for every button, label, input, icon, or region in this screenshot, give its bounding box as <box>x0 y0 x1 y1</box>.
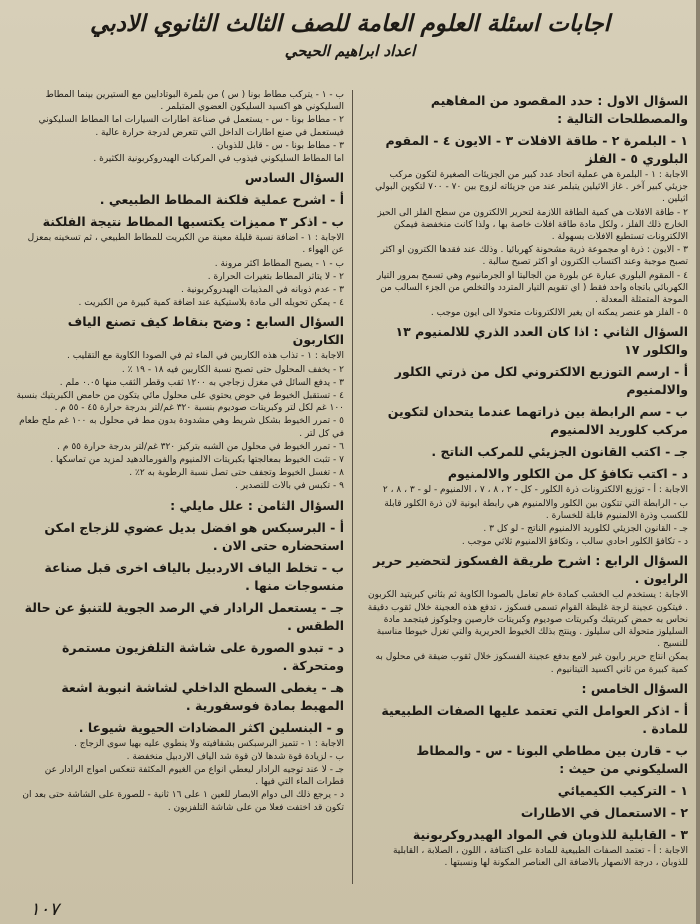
question-text: السؤال الرابع : اشرح طريقة الفسكوز لتحضير حرير الرايون . <box>373 553 688 587</box>
answer-text: ٣ - مطاط بونا - س - قابل للذوبان . <box>211 140 344 151</box>
question-text: د - اكتب تكافؤ كل من الكلور والالمنيوم <box>447 466 688 482</box>
answer-text: الاجابة : ١ - اضافة نسبة قليلة معينة من الكبريت للمطاط الطبيعي ، ثم تسخينه بمعزل عن الهواء . <box>27 233 344 256</box>
answer-text: ب - ١ - يتركب مطاط بونا ( س ) من بلمرة البوتادايين مع الستيرين بينما المطاط السليكوني هو اكسيد السليكون العضوي المتبلمر . <box>45 90 344 113</box>
question-text: أ - البرسبكس هو افضل بديل عضوي للزجاج امكن استحضاره حتى الان . <box>44 519 344 553</box>
answer-text: جـ - لا عند توجيه الرادار ليعطي انواع من الغيوم المكثفة تنعكس امواج الرادار عن قطرات الماء التي فيها . <box>44 765 344 788</box>
question-text: ١ - البلمرة ٢ - طاقة الافلات ٣ - الايون ٤ - المقوم البلوري ٥ - الفلز <box>385 133 688 166</box>
question-text: أ - ارسم التوزيع الالكتروني لكل من ذرتي الكلور والالمنيوم <box>394 364 688 398</box>
page-header <box>10 6 690 86</box>
answer-text: الاجابة : ١ - تذاب هذه الكاربين في الماء ثم في الصودا الكاوية مع التقليب . <box>67 351 344 362</box>
answer-text: ٣ - عدم ذوبانه في المذيبات الهيدروكربونية . <box>181 285 344 296</box>
answer-text: ٢ - مطاط بونا - س - يستعمل في صناعة اطارات السيارات اما المطاط السليكوني فيستعمل في صنع اطارات الداخل التي تتعرض لدرجة حرارة عالية . <box>38 115 344 138</box>
answer-text: ب - الرابطة التي تتكون بين الكلور والالمنيوم هي رابطة ايونية لان ذرة الكلور قابلة للكسب وذرة الالمنيوم قابلة للخسارة . <box>384 498 688 521</box>
question-text: السؤال السادس <box>244 170 344 186</box>
page-number: ١٠٧ <box>30 899 60 920</box>
answer-text: ٣ - الايون : ذرة او مجموعة ذرية مشحونة كهربائيا . وذلك عند فقدها الكترون او اكثر تصبح موجبة وعند اكتساب الكترون او اكثر تصبح سالبة . <box>380 245 688 268</box>
page-edge <box>696 0 700 924</box>
question-text: جـ - يستعمل الرادار في الرصد الجوية للتنبؤ عن حالة الطقس . <box>24 599 344 633</box>
answer-text: ٤ - يمكن تحويله الى مادة بلاستيكية عند اضافة كمية كبيرة من الكبريت . <box>78 298 344 309</box>
answer-text: ٥ - الفلز هو عنصر يمكنه ان يغير الالكترونات متحولا الى ايون موجب . <box>430 308 688 319</box>
answer-text: ٢ - طاقة الافلات هي كمية الطاقة اللازمة لتحرير الالكترون من سطح الفلز الى الحيز الخارج ذلك الفلز ، ولكل مادة طاقة افلات خاصة بها ، ولذا كانت منخفضة فيمكن الالكترونات تستطيع الافلات بسهولة . <box>377 207 688 243</box>
question-text: أ - اذكر العوامل التي تعتمد عليها الصفات الطبيعية للمادة . <box>381 702 688 736</box>
question-text: ١ - التركيب الكيميائي <box>557 782 688 798</box>
answer-text: الاجابة : ١ - تتميز البرسبكس بشفافيته ولا ينطوي عليه بهيا سوى الزجاج . <box>74 738 344 749</box>
question-text: و - البنسلين اكثر المضادات الحيوية شيوعا . <box>78 719 344 735</box>
answer-text: ب - ١ - يصبح المطاط اكثر مرونة . <box>214 258 344 269</box>
column-divider <box>352 90 353 884</box>
answer-text: ٩ - تكبس في بالات للتصدير . <box>235 481 344 492</box>
answer-text: ٧ - تثبت الخيوط بمعالجتها بكبريتات الالمنيوم والفورمالدهيد لمزيد من تماسكها . <box>50 455 344 466</box>
question-text: ٢ - الاستعمال في الاطارات <box>520 804 688 820</box>
question-text: جـ - اكتب القانون الجزيئي للمركب الناتج . <box>431 444 688 460</box>
answer-text: ٤ - تستقبل الخيوط في حوض يحتوي على محلول مائي يتكون من حامض الكبريتيك بنسبة ١٠٠ غم لكل لتر وكبريتات صوديوم بنسبة ٣٢٠ غم/لتر بدرجة حرارة ٤٥ - ٥٥ م . <box>16 391 344 414</box>
page-title: اجابات اسئلة العلوم العامة للصف الثالث الثانوي الادبي <box>90 10 610 37</box>
answer-text: ٤ - المقوم البلوري عبارة عن بلورة من الجاليتا او الجرمانيوم وهي تسمح بمرور التيار الكهربائي باتجاه واحد فقط ( اي تقويم التيار المتردد والتخلص من الجزء السالب من الموجة المتمثلة المعدلة . <box>376 270 688 306</box>
right-column <box>360 86 692 896</box>
question-text: ب - اذكر ٣ مميزات يكتسبها المطاط نتيجة الفلكنة <box>42 214 344 230</box>
question-text: د - تبدو الصورة على شاشة التلفزيون مستمرة ومتحركة . <box>62 639 344 673</box>
answer-text: ٥ - تمرر الخيوط بشكل شريط وهي مشدودة بدون مط في محلول به ١٠٠ غم ملح طعام في كل لتر . <box>19 416 344 439</box>
question-text: السؤال الثامن : علل مايلي : <box>170 497 344 513</box>
question-text: ب - قارن بين مطاطي البونا - س - والمطاط السليكوني من حيث : <box>416 742 688 776</box>
left-column <box>12 86 348 896</box>
answer-text: الاجابة : أ - توزيع الالكترونات ذرة الكلور - كل - ٢ ، ٨ ، ٧ ، الالمنيوم - لو - ٣ ، ٨ ، ٢ <box>382 485 688 496</box>
answer-text: د - تكافؤ الكلور احادي سالب ، وتكافؤ الالمنيوم ثلاثي موجب . <box>461 537 688 548</box>
answer-text: الاجابة : يستخدم لب الخشب كمادة خام تعامل بالصودا الكاوية ثم بثاني كبريتيد الكربون . فيتكون عجينة لزجة غليظة القوام تسمى فسكوز ، تدفع هذه العجينة خلال ثقوب دقيقة نحاس به حمض كبريتيك وكبريتات صوديوم وكبريتات خارصين وجلوكوز فيتجمد مادة السليلوز متحولة الى سليلوز . وينتج بذلك الخيوط الحريرية والتي تغزل خيوطا مناسبة للنسيج . <box>367 590 688 650</box>
answer-text: الاجابة : أ - تعتمد الصفات الطبيعية للمادة على اكتنافة ، اللون ، الصلابة ، القابلية للذوبان ، درجة الانصهار بالاضافة الى العناصر المكونة لها ونسبتها . <box>392 845 688 869</box>
question-text: السؤال الخامس : <box>581 680 688 696</box>
answer-text: الاجابة : ١ - البلمرة هي عملية اتحاد عدد كبير من الجزيئات الصغيرة لتكون مركب جزيئي كبير آخر . غاز الاثيلين يتبلمر عند من جزيئاته لزوج بين ٧٠ - ٧٠٠ لتكوين البولي اثيلين . <box>375 170 688 205</box>
answer-text: اما المطاط السليكوني فيذوب في المركبات الهيدروكربونية الكثيرة . <box>93 154 344 165</box>
answer-text: ب - لزيادة قوة شدها لان قوة شد الياف الاردبيل منخفضة . <box>126 751 344 762</box>
question-text: هـ - يغطى السطح الداخلي لشاشة انبوبة اشعة المهبط بمادة فوسفورية . <box>61 679 344 713</box>
question-text: أ - اشرح عملية فلكنة المطاط الطبيعي . <box>99 192 344 208</box>
answer-text: يمكن انتاج حرير رايون غير لامع بدفع عجينة الفسكوز خلال ثقوب ضيقة في محلول به كمية كبيرة من ثاني اكسيد التيتانيوم . <box>375 652 688 675</box>
answer-text: ٢ - لا يتاثر المطاط بتغيرات الحرارة . <box>207 271 344 282</box>
question-text: ب - تخلط الياف الاردبيل بالياف اخرى قبل صناعة منسوجات منها . <box>44 559 344 593</box>
question-text: السؤال الاول : حدد المقصود من المفاهيم والمصطلحات التالية : <box>430 93 688 126</box>
author-line: اعداد ابراهيم الحيحي <box>284 42 416 60</box>
question-text: ب - سم الرابطة بين ذراتهما عندما يتحدان لتكوين مركب كلوريد الالمنيوم <box>387 404 688 438</box>
question-text: السؤال الثاني : اذا كان العدد الذري للالمنيوم ١٣ والكلور ١٧ <box>395 324 688 358</box>
answer-text: جـ - القانون الجزيئي لكلوريد الالمنيوم الناتج - لو كل ٣ . <box>483 524 688 535</box>
question-text: ٣ - القابلية للذوبان في المواد الهيدروكربونية <box>412 826 688 842</box>
answer-text: ٢ - يخفف المحلول حتى تصبح نسبة الكاربين فيه ١٨ - ١٩ ٪ . <box>121 364 344 375</box>
answer-text: د - يرجع ذلك الى دوام الابصار للعين ١ على ١٦ ثانية - للصورة على الشاشة حتى بعد ان تكون قد اختفت فعلا من على شاشة التلفزيون . <box>22 790 344 813</box>
answer-text: ٣ - يدفع السائل في مغزل زجاجي به ١٢٠٠ ثقب وقطر الثقب منها ٠.٠٥ ملم . <box>59 377 344 388</box>
answer-text: ٦ - تمرر الخيوط في محلول من الشبه بتركيز ٣٢٠ غم/لتر بدرجة حرارة ٥٥ م . <box>57 441 344 452</box>
answer-text: ٨ - تغسل الخيوط وتجفف حتى تصل نسبة الرطوبة به ٢٪ . <box>129 468 344 479</box>
question-text: السؤال السابع : وضح بنقاط كيف تصنع الياف الكاربون <box>67 314 344 348</box>
